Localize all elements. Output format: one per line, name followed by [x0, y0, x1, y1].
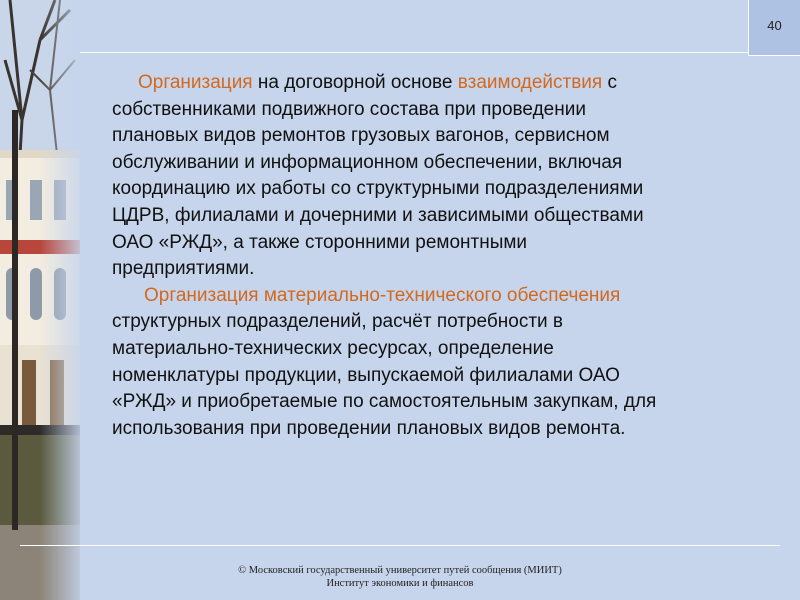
p1-line-2: собственниками подвижного состава при проведении	[112, 98, 586, 120]
p2-line-6: использования при проведении плановых видов ремонта.	[112, 417, 626, 439]
p1-line-6: ЦДРВ, филиалами и дочерними и зависимыми обществами	[112, 204, 644, 226]
photo-fade-overlay	[40, 0, 80, 600]
page-number-box	[748, 0, 800, 56]
p1-highlight-interaction: взаимодействия	[457, 72, 603, 93]
slide-body-text	[112, 70, 752, 442]
p2-line-4: номенклатуры продукции, выпускаемой филиалами ОАО	[112, 364, 620, 386]
p1-text: с	[602, 72, 617, 93]
p2-line-3: материально-технических ресурсах, определение	[112, 337, 554, 359]
page-number: 40	[767, 18, 782, 33]
footer-copyright: © Московский государственный университет путей сообщения (МИИТ)	[238, 565, 562, 576]
p2-line-2: структурных подразделений, расчёт потребности в	[112, 311, 564, 333]
p1-line-8: предприятиями.	[112, 258, 255, 280]
bottom-divider	[20, 545, 780, 546]
paragraph-1	[112, 70, 752, 283]
p1-line-5: координацию их работы со структурными подразделениями	[112, 178, 644, 200]
p1-text: на договорной основе	[252, 72, 458, 93]
top-divider	[80, 52, 748, 53]
slide-footer	[160, 564, 640, 590]
p1-line-3: плановых видов ремонтов грузовых вагонов, сервисном	[112, 125, 610, 147]
p1-line-1	[112, 70, 752, 97]
p1-highlight-organization: Организация	[138, 72, 253, 93]
p1-line-7: ОАО «РЖД», а также сторонними ремонтными	[112, 231, 528, 253]
p2-highlight-supply: Организация материально-технического обеспечения	[144, 284, 621, 306]
p2-line-5: «РЖД» и приобретаемые по самостоятельным закупкам, для	[112, 391, 657, 413]
p2-line-1	[112, 283, 752, 310]
footer-institute: Институт экономики и финансов	[326, 578, 474, 589]
paragraph-2	[112, 283, 752, 443]
p1-line-4: обслуживании и информационном обеспечении, включая	[112, 151, 623, 173]
